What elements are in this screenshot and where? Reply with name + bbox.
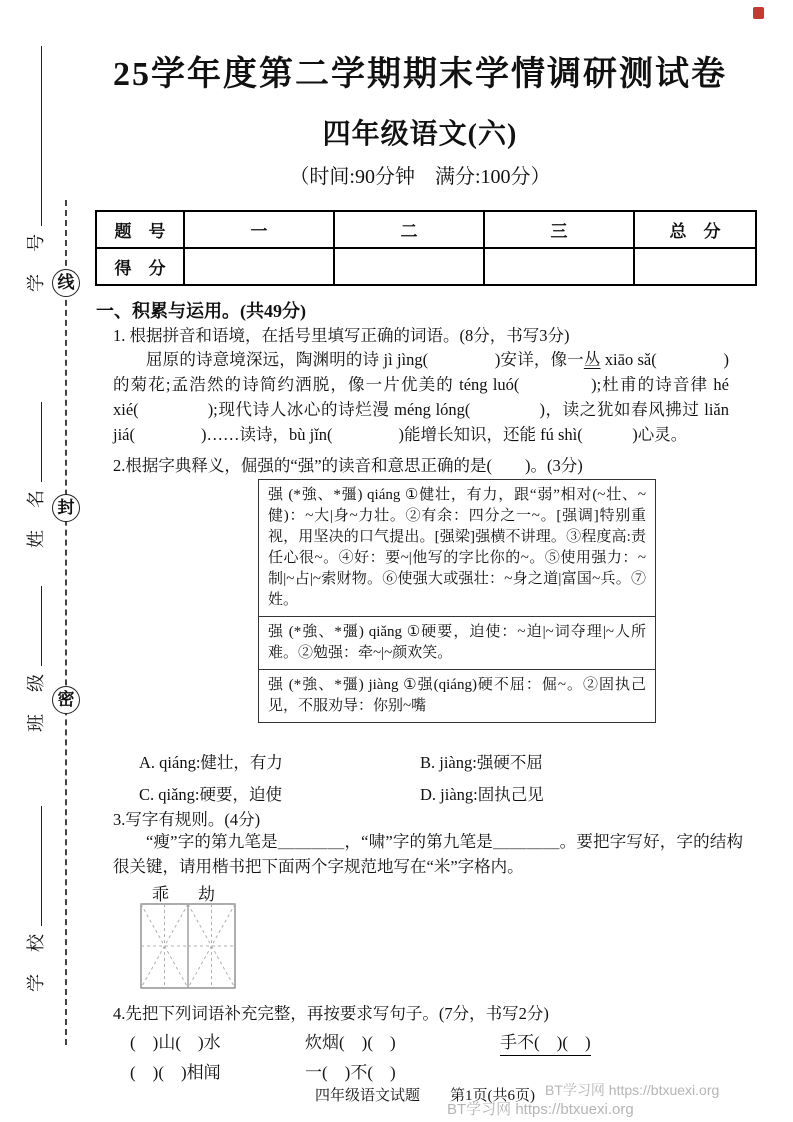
- mi-character-grid: [140, 903, 236, 989]
- score-table: [95, 210, 757, 286]
- q4-label: 4.先把下列词语补充完整，再按要求写句子。(7分，书写2分): [113, 1004, 549, 1023]
- score-table-cell-one: 一: [184, 211, 334, 248]
- dictionary-box: [258, 479, 656, 723]
- student-name-blank: [27, 402, 42, 482]
- student-name-field: [25, 402, 47, 548]
- q3-practice-characters: 乖 劫: [152, 885, 221, 904]
- score-blank-cell: [634, 248, 756, 285]
- q4-idiom-5: 一( )不( ): [305, 1063, 396, 1082]
- q2-option-b: B. jiàng:强硬不屈: [420, 753, 543, 772]
- q4-idiom-3: 手不( )( ): [500, 1028, 591, 1056]
- q4-idiom-2: 炊烟( )( ): [305, 1033, 396, 1052]
- score-table-header-row: [96, 211, 756, 248]
- q2-label: 2.根据字典释义，倔强的“强”的读音和意思正确的是( )。(3分): [113, 456, 583, 475]
- q1-text-part1: 屈原的诗意境深远，陶渊明的诗 jì jìng( )安详，像一: [146, 350, 584, 369]
- seal-char-xian: 线: [52, 269, 80, 297]
- student-number-label: 学 号: [26, 232, 46, 292]
- score-table-cell-defen: 得 分: [96, 248, 184, 285]
- score-blank-cell: [334, 248, 484, 285]
- time-score-info: （时间:90分钟 满分:100分）: [289, 166, 551, 188]
- class-field: [25, 586, 47, 732]
- q1-body: [113, 347, 729, 447]
- q4-idiom-4: ( )( )相闻: [130, 1063, 221, 1082]
- q2-option-d: D. jiàng:固执己见: [420, 785, 544, 804]
- seal-char-mi: 密: [52, 686, 80, 714]
- dict-entry-qiang2: 强 (*強、*彊) qiáng ①健壮，有力，跟“弱”相对(~壮、~健)：~大|身~力壮。②有余：四分之一~。[强调]特别重视，用坚决的口气提出。[强梁]强横不讲理。③程度高:责任心很~。④好：要~|他写的字比你的~。⑤使用强力：~制|~占|~索财物。⑥使强大或强壮：~身之道|富国~兵。⑦姓。: [268, 487, 646, 608]
- class-label: 班 级: [26, 672, 46, 732]
- class-blank: [27, 586, 42, 666]
- q4-idiom-1: ( )山( )水: [130, 1033, 221, 1052]
- student-number-field: [25, 46, 47, 292]
- school-label: 学 校: [26, 932, 46, 992]
- score-blank-cell: [184, 248, 334, 285]
- student-number-blank: [27, 46, 42, 226]
- dict-entry-jiang4: 强 (*強、*彊) jiàng ①强(qiáng)硬不屈：倔~。②固执己见，不服劝导：你别~嘴: [259, 669, 655, 722]
- q1-text-part2: xiāo sǎ( )的菊花;孟浩然的诗简约洒脱，像一片优美的 téng luó( );杜甫的诗音律 hé xié( );现代诗人冰心的诗烂漫 méng lóng( )，读之犹如春风拂过 liǎn jiá( )……读诗，bù jǐn( )能增长知识，还能 fú shì( )心灵。: [113, 350, 730, 444]
- score-table-cell-tihao: 题 号: [96, 211, 184, 248]
- corner-mark: [753, 7, 764, 19]
- student-name-label: 姓 名: [26, 488, 46, 548]
- score-table-score-row: [96, 248, 756, 285]
- q3-body: “瘦”字的第九笔是＿＿＿＿，“啸”字的第九笔是＿＿＿＿。要把字写好，字的结构很关键，请用楷书把下面两个字规范地写在“米”字格内。: [113, 832, 743, 876]
- q2-option-a: A. qiáng:健壮，有力: [139, 753, 283, 772]
- seal-char-feng: 封: [52, 494, 80, 522]
- page-footer: 四年级语文试题 第1页(共6页): [315, 1088, 535, 1104]
- q1-label: 1. 根据拼音和语境，在括号里填写正确的词语。(8分，书写3分): [113, 326, 570, 345]
- q1-text-underlined: 丛: [583, 350, 601, 369]
- school-field: [25, 806, 47, 992]
- school-blank: [27, 806, 42, 926]
- page-title: 25学年度第二学期期末学情调研测试卷: [113, 56, 727, 93]
- q3-label: 3.写字有规则。(4分): [113, 810, 261, 829]
- section1-heading: 一、积累与运用。(共49分): [96, 301, 306, 321]
- watermark-1: BT学习网 https://btxuexi.org: [545, 1082, 720, 1098]
- score-blank-cell: [484, 248, 634, 285]
- dict-entry-qiang3: 强 (*強、*彊) qiǎng ①硬要，迫使：~迫|~词夺理|~人所难。②勉强：牵~|~颜欢笑。: [259, 616, 655, 669]
- score-table-cell-three: 三: [484, 211, 634, 248]
- page-subtitle: 四年级语文(六): [322, 119, 518, 150]
- watermark-2: BT学习网 https://btxuexi.org: [447, 1101, 634, 1118]
- score-table-cell-two: 二: [334, 211, 484, 248]
- q2-option-c: C. qiǎng:硬要，迫使: [139, 785, 282, 804]
- binding-dashed-line: [65, 200, 67, 1045]
- score-table-cell-total: 总 分: [634, 211, 756, 248]
